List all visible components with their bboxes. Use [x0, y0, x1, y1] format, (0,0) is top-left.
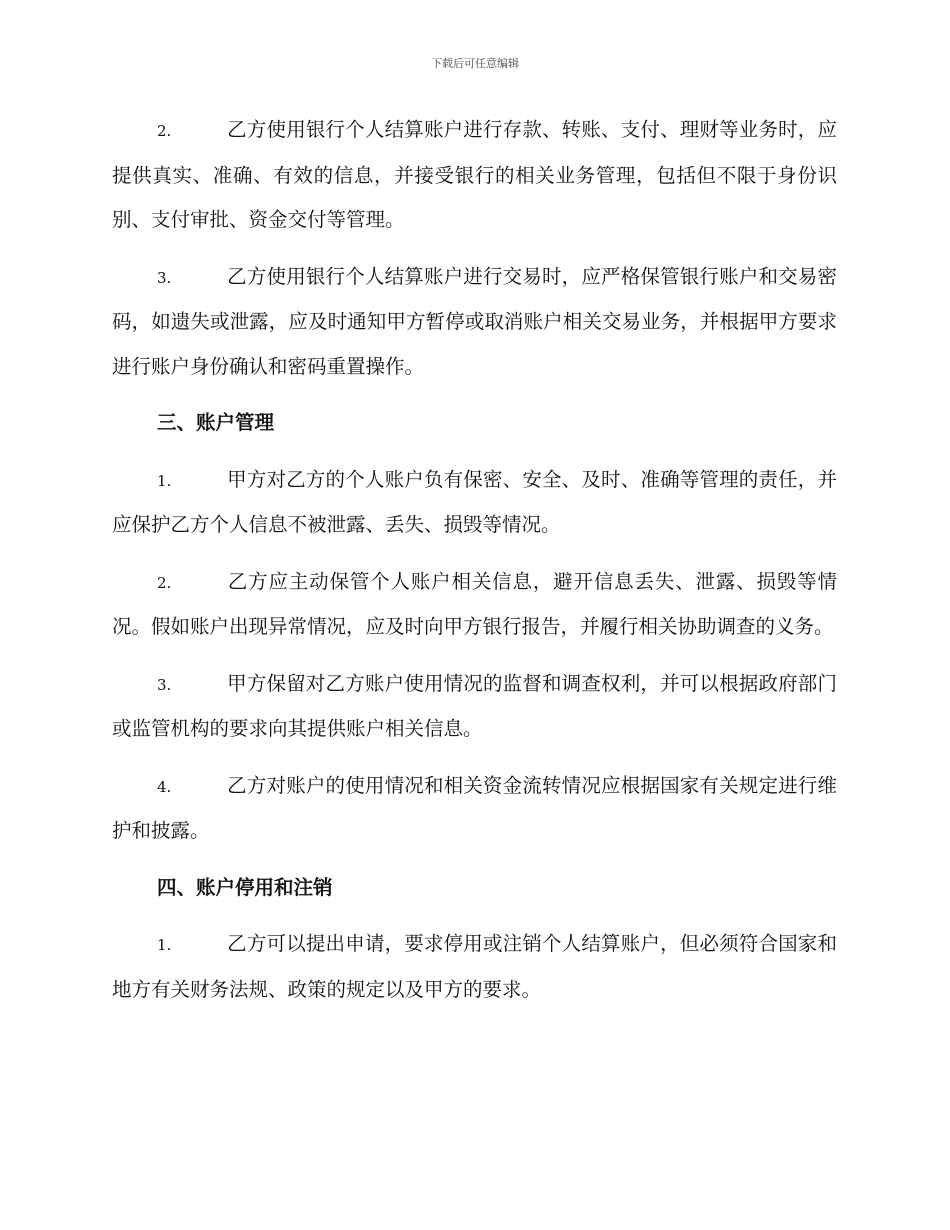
clause-3-1: [112, 458, 837, 548]
clause-text: 甲方对乙方的个人账户负有保密、安全、及时、准确等管理的责任，并应保护乙方个人信息不被泄露、丢失、损毁等情况。: [112, 467, 837, 536]
clause-number: 1.: [157, 471, 172, 490]
clause-text: 乙方应主动保管个人账户相关信息，避开信息丢失、泄露、损毁等情况。假如账户出现异常情况，应及时向甲方银行报告，并履行相关协助调查的义务。: [112, 569, 837, 638]
clause-text: 甲方保留对乙方账户使用情况的监督和调查权利，并可以根据政府部门或监管机构的要求向其提供账户相关信息。: [112, 671, 837, 740]
section-heading-account-management: 三、账户管理: [157, 411, 275, 434]
section-heading-account-closure: 四、账户停用和注销: [157, 875, 333, 899]
clause-text: 乙方使用银行个人结算账户进行交易时，应严格保管银行账户和交易密码，如遗失或泄露，应及时通知甲方暂停或取消账户相关交易业务，并根据甲方要求进行账户身份确认和密码重置操作。: [112, 264, 837, 378]
clause-3-2: [112, 560, 837, 650]
clause-text: 乙方使用银行个人结算账户进行存款、转账、支付、理财等业务时，应提供真实、准确、有效的信息，并接受银行的相关业务管理，包括但不限于身份识别、支付审批、资金交付等管理。: [112, 118, 837, 231]
clause-2-2: [112, 255, 837, 390]
page-header: 下载后可任意编辑: [431, 57, 519, 70]
clause-number: 1.: [157, 936, 172, 954]
document-body: [112, 108, 837, 1024]
clause-3-3: [112, 662, 837, 752]
clause-number: 3.: [157, 268, 172, 287]
clause-4-1: [112, 922, 837, 1012]
clause-2-1: [112, 108, 837, 243]
clause-number: 2.: [157, 573, 172, 592]
clause-text: 乙方可以提出申请，要求停用或注销个人结算账户，但必须符合国家和地方有关财务法规、政策的规定以及甲方的要求。: [112, 932, 837, 1001]
clause-number: 4.: [157, 777, 172, 796]
clause-3-4: [112, 764, 837, 854]
clause-text: 乙方对账户的使用情况和相关资金流转情况应根据国家有关规定进行维护和披露。: [112, 773, 837, 842]
clause-number: 3.: [157, 675, 172, 694]
clause-number: 2.: [157, 122, 172, 140]
